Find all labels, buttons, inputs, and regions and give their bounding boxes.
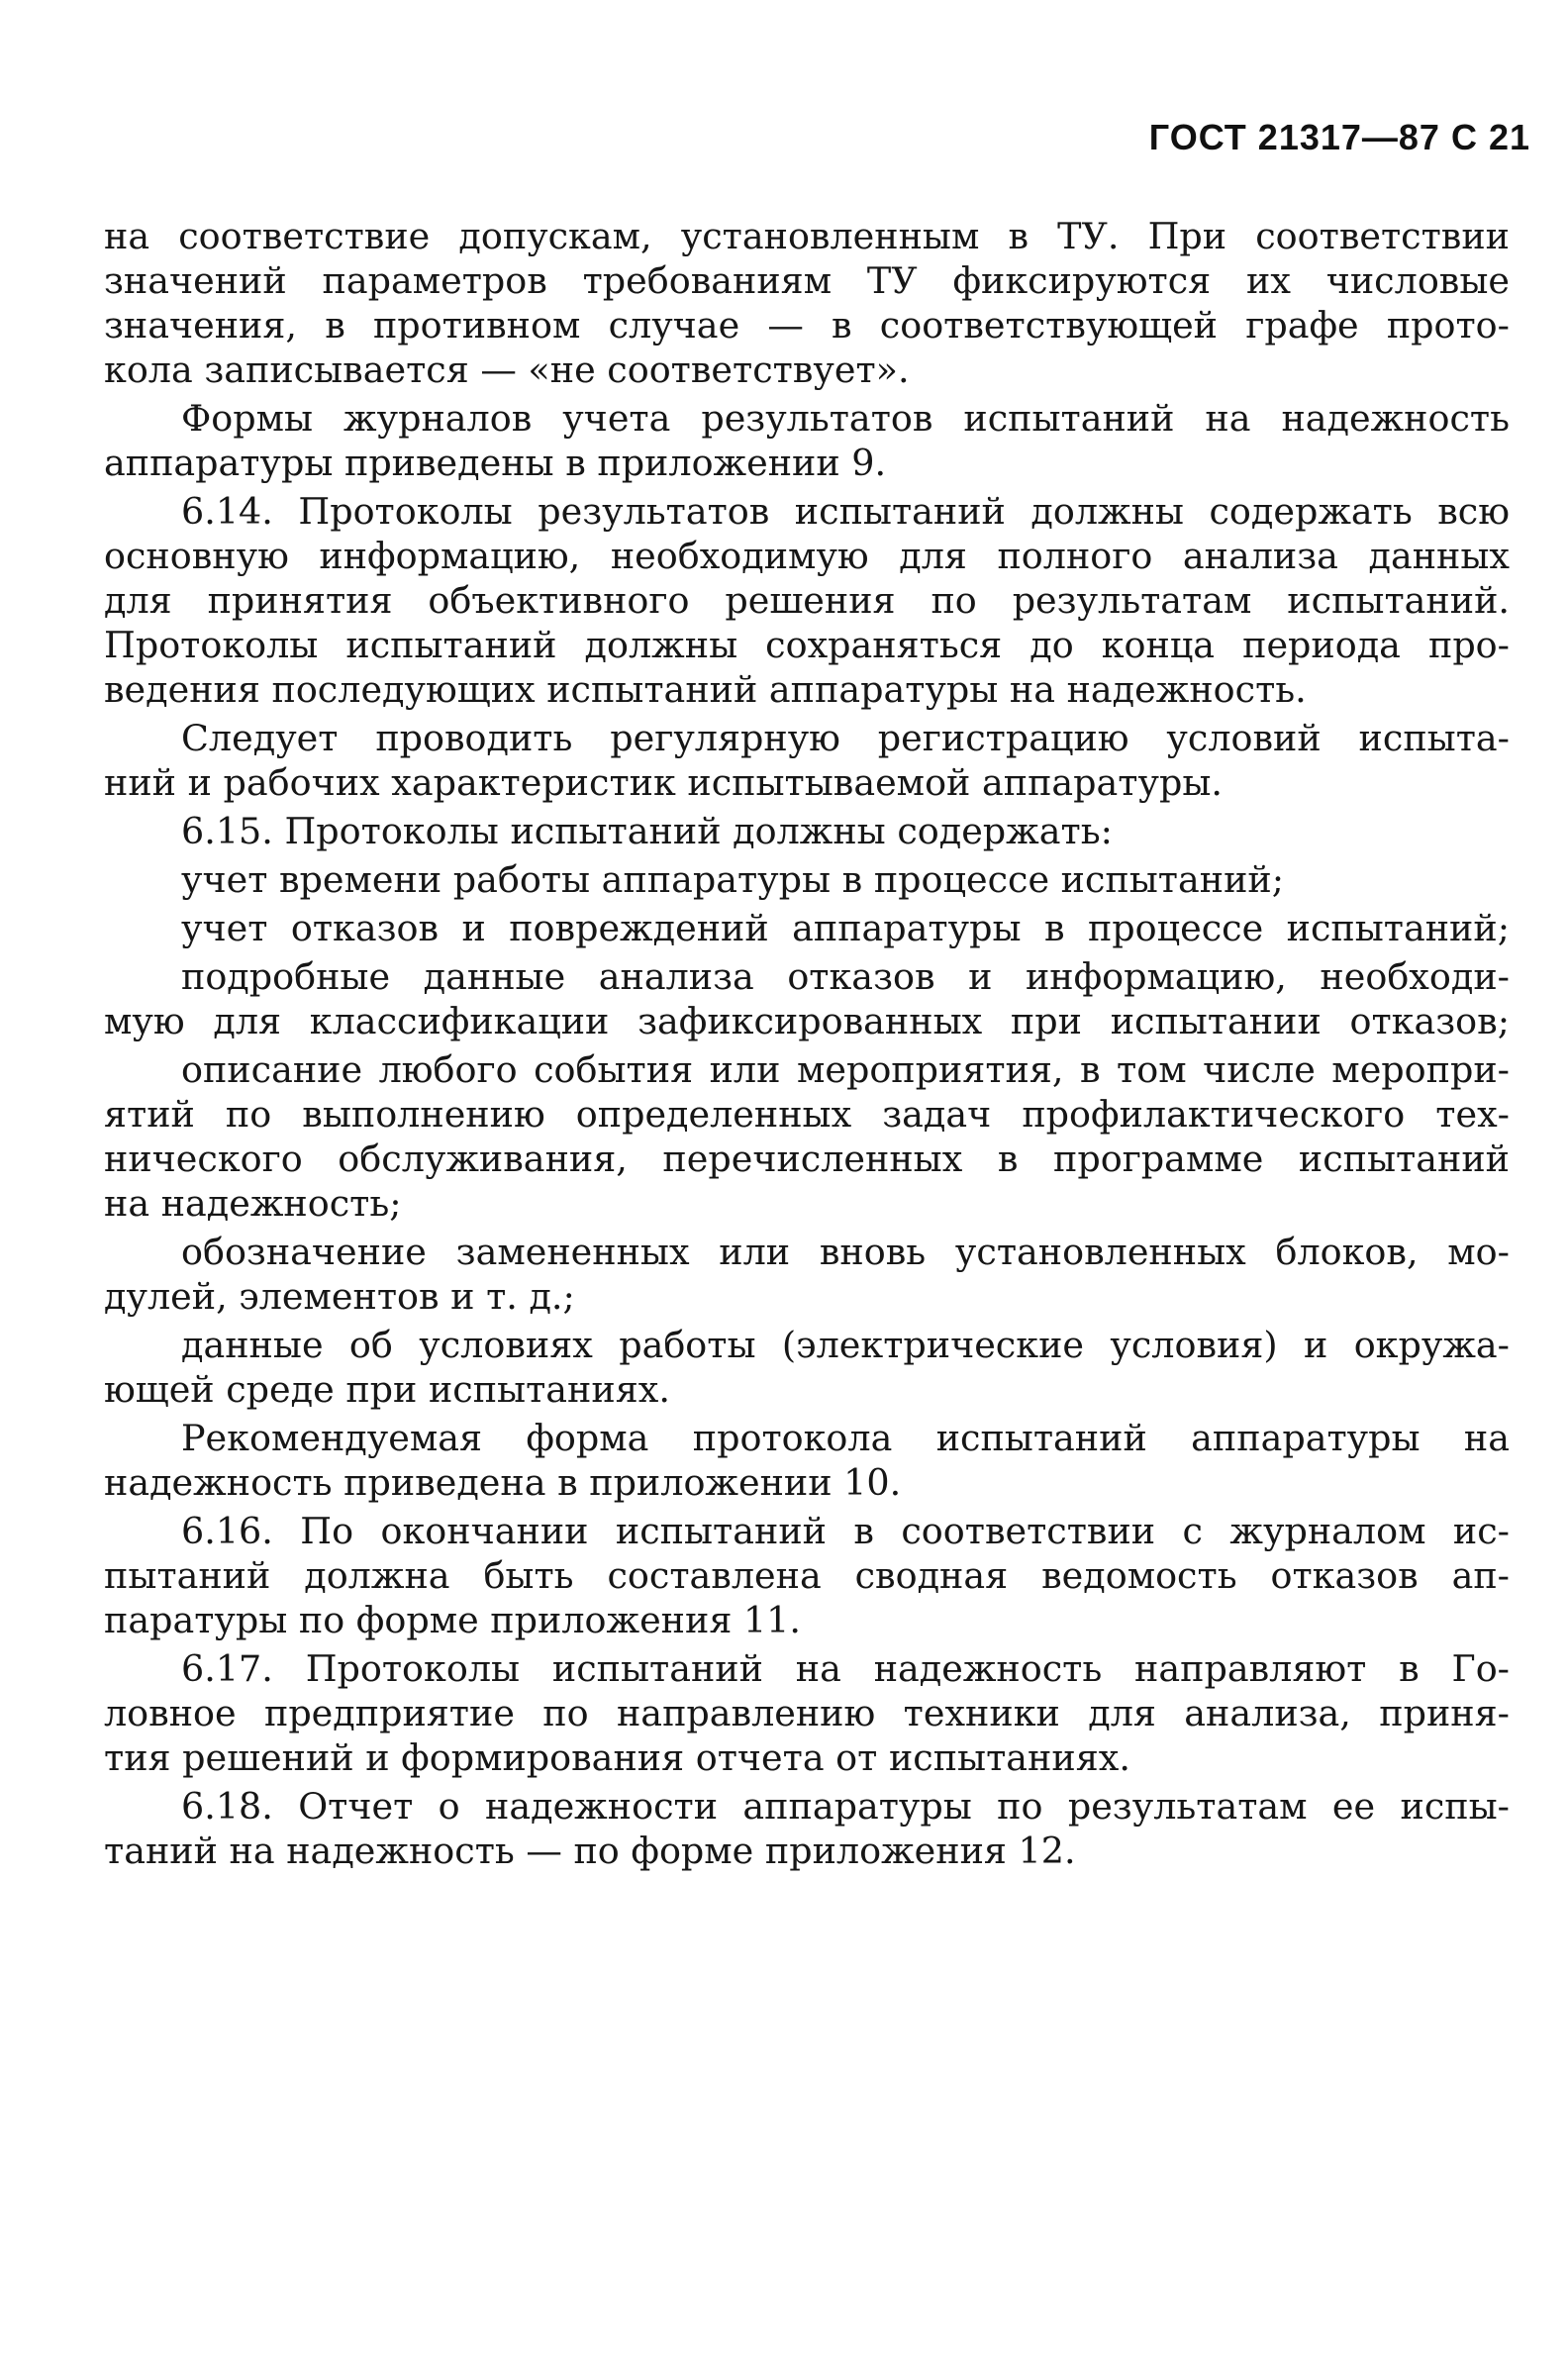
text-line: значений параметров требованиям ТУ фиксируются их числовые	[104, 259, 1510, 302]
body-text	[104, 214, 1510, 1873]
text-line: ведения последующих испытаний аппаратуры на надежность.	[104, 668, 1307, 711]
text-line: мую для классификации зафиксированных при испытании отказов;	[104, 1000, 1510, 1042]
paragraph-start: Формы журналов учета результатов испытаний на надежность	[181, 397, 1510, 440]
paragraph-start: 6.16. По окончании испытаний в соответствии с журналом ис-	[181, 1510, 1510, 1552]
text-line: тия решений и формирования отчета от испытаниях.	[104, 1736, 1130, 1779]
text-line: паратуры по форме приложения 11.	[104, 1599, 801, 1641]
text-line: ний и рабочих характеристик испытываемой аппаратуры.	[104, 761, 1223, 804]
list-item: описание любого события или мероприятия, в том числе меропри-	[181, 1048, 1510, 1091]
paragraph-start: 6.17. Протоколы испытаний на надежность направляют в Го-	[181, 1647, 1510, 1690]
text-line: Протоколы испытаний должны сохраняться до конца периода про-	[104, 624, 1510, 666]
paragraph-start: 6.15. Протоколы испытаний должны содержать:	[181, 810, 1113, 852]
text-line: ловное предприятие по направлению техники для анализа, приня-	[104, 1692, 1510, 1734]
text-line: таний на надежность — по форме приложения 12.	[104, 1830, 1076, 1872]
text-line: ятий по выполнению определенных задач профилактического тех-	[104, 1093, 1510, 1136]
list-item: учет отказов и повреждений аппаратуры в процессе испытаний;	[181, 907, 1510, 949]
text-line: для принятия объективного решения по результатам испытаний.	[104, 579, 1510, 622]
paragraph-start: Рекомендуемая форма протокола испытаний аппаратуры на	[181, 1417, 1510, 1459]
list-item: учет времени работы аппаратуры в процессе испытаний;	[181, 858, 1285, 901]
running-header: ГОСТ 21317—87 С 21	[1148, 117, 1530, 157]
text-line: пытаний должна быть составлена сводная ведомость отказов ап-	[104, 1554, 1510, 1597]
text-line: дулей, элементов и т. д.;	[104, 1275, 575, 1318]
text-line: кола записывается — «не соответствует».	[104, 348, 910, 391]
text-line: надежность приведена в приложении 10.	[104, 1461, 902, 1504]
text-line: нического обслуживания, перечисленных в программе испытаний	[104, 1138, 1510, 1180]
text-line: аппаратуры приведены в приложении 9.	[104, 442, 887, 484]
paragraph-start: 6.14. Протоколы результатов испытаний должны содержать всю	[181, 490, 1510, 533]
paragraph-start: 6.18. Отчет о надежности аппаратуры по результатам ее испы-	[181, 1785, 1510, 1828]
list-item: подробные данные анализа отказов и информацию, необходи-	[181, 955, 1510, 998]
text-line: ющей среде при испытаниях.	[104, 1368, 670, 1411]
text-line: основную информацию, необходимую для полного анализа данных	[104, 535, 1510, 577]
list-item: данные об условиях работы (электрические условия) и окружа-	[181, 1324, 1510, 1366]
text-line: на соответствие допускам, установленным в ТУ. При соответствии	[104, 215, 1510, 257]
paragraph-start: Следует проводить регулярную регистрацию условий испыта-	[181, 717, 1510, 759]
list-item: обозначение замененных или вновь установленных блоков, мо-	[181, 1231, 1510, 1273]
text-line: значения, в противном случае — в соответствующей графе прото-	[104, 304, 1510, 346]
text-line: на надежность;	[104, 1182, 402, 1225]
